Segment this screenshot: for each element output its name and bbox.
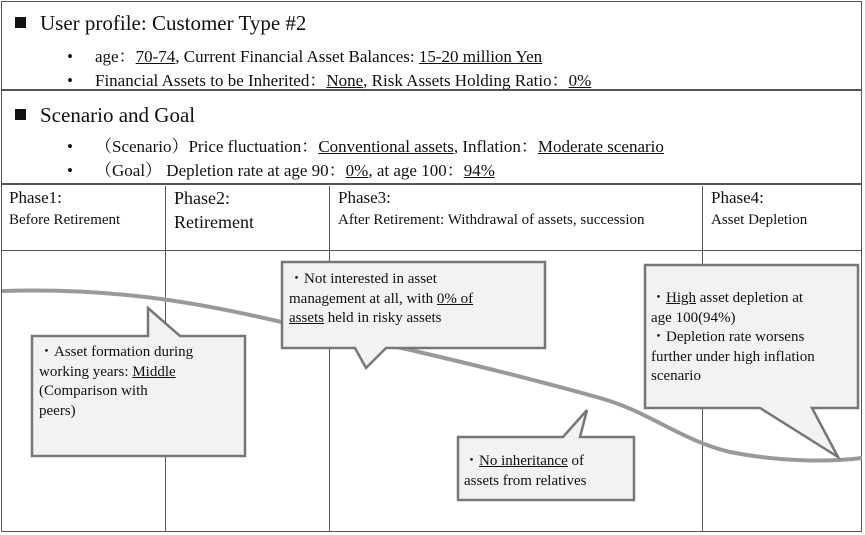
risky-line3 (289, 309, 473, 329)
risk-value: 0% (568, 71, 592, 90)
formation-line2-prefix: working years: (39, 363, 133, 380)
inheritance-line2: assets from relatives (464, 472, 587, 489)
phase-3-subtitle: After Retirement: Withdrawal of assets, succession (338, 212, 645, 228)
price-value: Conventional assets (318, 137, 454, 156)
bullet-icon: • (67, 71, 73, 90)
age-value: 70-74 (135, 47, 176, 66)
scenario-prefix: （Scenario）Price fluctuation： (95, 137, 319, 156)
risky-line2-prefix: management at all, with (289, 290, 437, 307)
phase-4-title: Phase4: (711, 188, 764, 207)
depletion-line1 (651, 289, 815, 309)
inheritance-prefix: ・ (464, 453, 480, 469)
goal-prefix: （Goal） Depletion rate at age 90： (95, 161, 346, 180)
inheritance-line1 (464, 452, 586, 472)
risky-line1: ・Not interested in asset (289, 271, 437, 287)
age-label: age： (95, 47, 136, 66)
risky-line2 (289, 290, 473, 310)
phase-2-title: Phase2: (174, 188, 230, 208)
balance-value: 15-20 million Yen (418, 47, 543, 66)
callout-risky (289, 270, 473, 329)
depletion-line5: scenario (651, 368, 701, 384)
formation-line3: (Comparison with (39, 383, 148, 399)
callout-inheritance (464, 452, 586, 491)
phase-4-subtitle: Asset Depletion (711, 212, 808, 228)
inherit-value: None (326, 71, 364, 90)
inheritance-value: No inheritance (479, 453, 568, 469)
risky-percent-value: 0% of (436, 290, 474, 307)
age90-value: 0% (345, 161, 369, 180)
formation-level-value: Middle (132, 363, 176, 380)
bullet-icon: • (67, 47, 73, 66)
depletion-line1-suffix: asset depletion at (696, 290, 804, 306)
formation-line2 (39, 363, 193, 383)
depletion-line4: further under high inflation (651, 348, 815, 365)
callout-formation (39, 343, 193, 421)
formation-line4: peers) (39, 402, 76, 419)
balance-label: , Current Financial Asset Balances: (175, 47, 419, 66)
depletion-line2: age 100(94%) (651, 309, 736, 326)
phase-3-title: Phase3: (338, 188, 391, 207)
risk-label: , Risk Assets Holding Ratio： (363, 71, 569, 90)
scenario-title: Scenario and Goal (40, 103, 196, 127)
phase-1-title: Phase1: (9, 188, 62, 207)
inheritance-suffix: of (567, 453, 584, 469)
formation-line1: ・Asset formation during (39, 344, 194, 360)
inflation-value: Moderate scenario (537, 137, 664, 156)
phase-2-subtitle: Retirement (174, 212, 254, 232)
phase-1-subtitle: Before Retirement (9, 212, 121, 228)
depletion-level-value: High (666, 290, 697, 306)
bullet-icon: • (67, 161, 73, 180)
callout-depletion (651, 289, 815, 387)
risky-line3-suffix: held in risky assets (324, 310, 442, 326)
depletion-prefix: ・ (651, 290, 667, 306)
risky-assets-value: assets (289, 310, 324, 326)
inflation-label: , Inflation： (453, 137, 538, 156)
profile-title: User profile: Customer Type #2 (40, 11, 307, 35)
depletion-line3: ・Depletion rate worsens (651, 329, 805, 345)
bullet-icon: • (67, 137, 73, 156)
inherit-label: Financial Assets to be Inherited： (95, 71, 327, 90)
age100-label: , at age 100： (368, 161, 464, 180)
age100-value: 94% (463, 161, 495, 180)
